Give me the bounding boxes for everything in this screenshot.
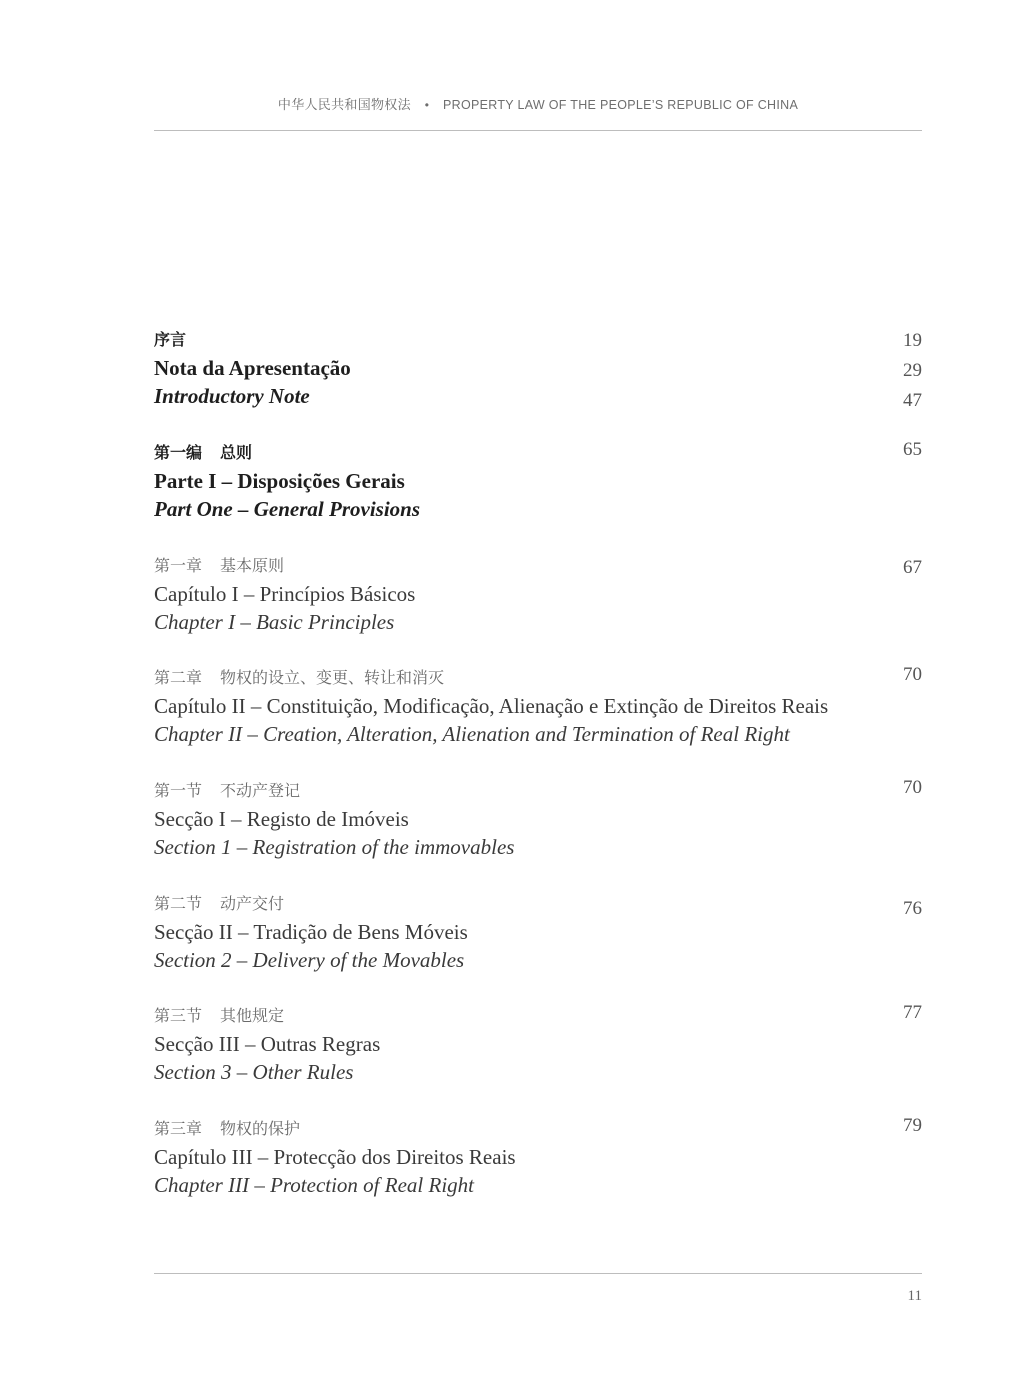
toc-entry-zh-number: 第二章 bbox=[154, 668, 203, 687]
toc-entry-zh-number: 第一编 bbox=[154, 443, 203, 462]
toc-entry-zh bbox=[154, 777, 922, 805]
toc-entry-pt: Secção I – Registo de Imóveis bbox=[154, 807, 409, 831]
toc-entry-en: Section 1 – Registration of the immovables bbox=[154, 835, 515, 859]
toc-entry-zh-number: 第三章 bbox=[154, 1119, 203, 1138]
running-head-chinese-title: 中华人民共和国物权法 bbox=[277, 97, 411, 112]
toc-entry-pt: Capítulo II – Constituição, Modificação, Alienação e Extinção de Direitos Reais bbox=[154, 694, 829, 718]
toc-entry-part-one[interactable] bbox=[154, 439, 922, 523]
header-rule bbox=[154, 130, 922, 131]
toc-entry-zh-number: 第一章 bbox=[154, 556, 203, 575]
toc-entry-chapter-1[interactable] bbox=[154, 552, 922, 636]
toc-entry-zh bbox=[154, 439, 922, 467]
running-head-separator: • bbox=[424, 98, 430, 112]
toc-page-number: 67 bbox=[903, 557, 922, 578]
toc-page-number: 47 bbox=[903, 390, 922, 411]
toc-entry-zh-title: 不动产登记 bbox=[220, 781, 301, 800]
toc-page-number: 76 bbox=[903, 898, 922, 919]
toc-page-number: 77 bbox=[903, 1002, 922, 1023]
toc-entry-zh-title: 基本原则 bbox=[220, 556, 285, 575]
toc-entry-en: Chapter II – Creation, Alteration, Alienation and Termination of Real Right bbox=[154, 722, 790, 746]
toc-entry-pt: Secção III – Outras Regras bbox=[154, 1032, 381, 1056]
toc-entry-zh-title: 物权的设立、变更、转让和消灭 bbox=[220, 668, 445, 687]
toc-entry-en: Chapter I – Basic Principles bbox=[154, 610, 395, 634]
running-head-english-title: PROPERTY LAW OF THE PEOPLE’S REPUBLIC OF CHINA bbox=[443, 98, 799, 112]
footer-rule bbox=[154, 1273, 922, 1274]
toc-entry-zh bbox=[154, 890, 922, 918]
toc-page-number: 19 bbox=[903, 330, 922, 351]
toc-entry-intro-en: Introductory Note bbox=[154, 384, 310, 408]
toc-page-number: 70 bbox=[903, 777, 922, 798]
toc-entry-zh-number: 第一节 bbox=[154, 781, 203, 800]
toc-entry-intro-pt: Nota da Apresentação bbox=[154, 356, 351, 380]
toc-entry-chapter-2[interactable] bbox=[154, 664, 922, 748]
toc-entry-zh bbox=[154, 664, 922, 692]
toc-entry-intro[interactable] bbox=[154, 326, 922, 410]
toc-entry-section-1[interactable] bbox=[154, 777, 922, 861]
toc-entry-zh-number: 第三节 bbox=[154, 1006, 203, 1025]
toc-entry-chapter-3[interactable] bbox=[154, 1115, 922, 1199]
toc-entry-intro-zh: 序言 bbox=[154, 330, 187, 349]
toc-entry-section-3[interactable] bbox=[154, 1002, 922, 1086]
toc-entry-en: Part One – General Provisions bbox=[154, 497, 421, 521]
toc-entry-zh-title: 物权的保护 bbox=[220, 1119, 301, 1138]
toc-entry-zh bbox=[154, 1002, 922, 1030]
toc-entry-en: Section 3 – Other Rules bbox=[154, 1060, 354, 1084]
toc-entry-pt: Capítulo I – Princípios Básicos bbox=[154, 582, 416, 606]
toc-entry-section-2[interactable] bbox=[154, 890, 922, 974]
toc-entry-zh bbox=[154, 1115, 922, 1143]
toc-page-number: 29 bbox=[903, 360, 922, 381]
toc-page-number: 70 bbox=[903, 664, 922, 685]
toc-entry-intro-pages bbox=[903, 326, 922, 416]
toc-entry-zh-title: 其他规定 bbox=[220, 1006, 285, 1025]
toc-entry-en: Chapter III – Protection of Real Right bbox=[154, 1173, 474, 1197]
page-folio: 11 bbox=[907, 1288, 922, 1304]
toc-entry-zh-title: 总则 bbox=[220, 443, 253, 462]
toc-page-number: 79 bbox=[903, 1115, 922, 1136]
toc-entry-zh bbox=[154, 552, 922, 580]
toc-entry-pt: Parte I – Disposições Gerais bbox=[154, 469, 405, 493]
toc-entry-en: Section 2 – Delivery of the Movables bbox=[154, 948, 465, 972]
toc-entry-pt: Secção II – Tradição de Bens Móveis bbox=[154, 920, 468, 944]
toc-entry-zh-title: 动产交付 bbox=[220, 894, 285, 913]
toc-entry-pt: Capítulo III – Protecção dos Direitos Reais bbox=[154, 1145, 516, 1169]
toc-page-number: 65 bbox=[903, 439, 922, 460]
toc-entry-zh-number: 第二节 bbox=[154, 894, 203, 913]
running-head bbox=[154, 94, 922, 113]
